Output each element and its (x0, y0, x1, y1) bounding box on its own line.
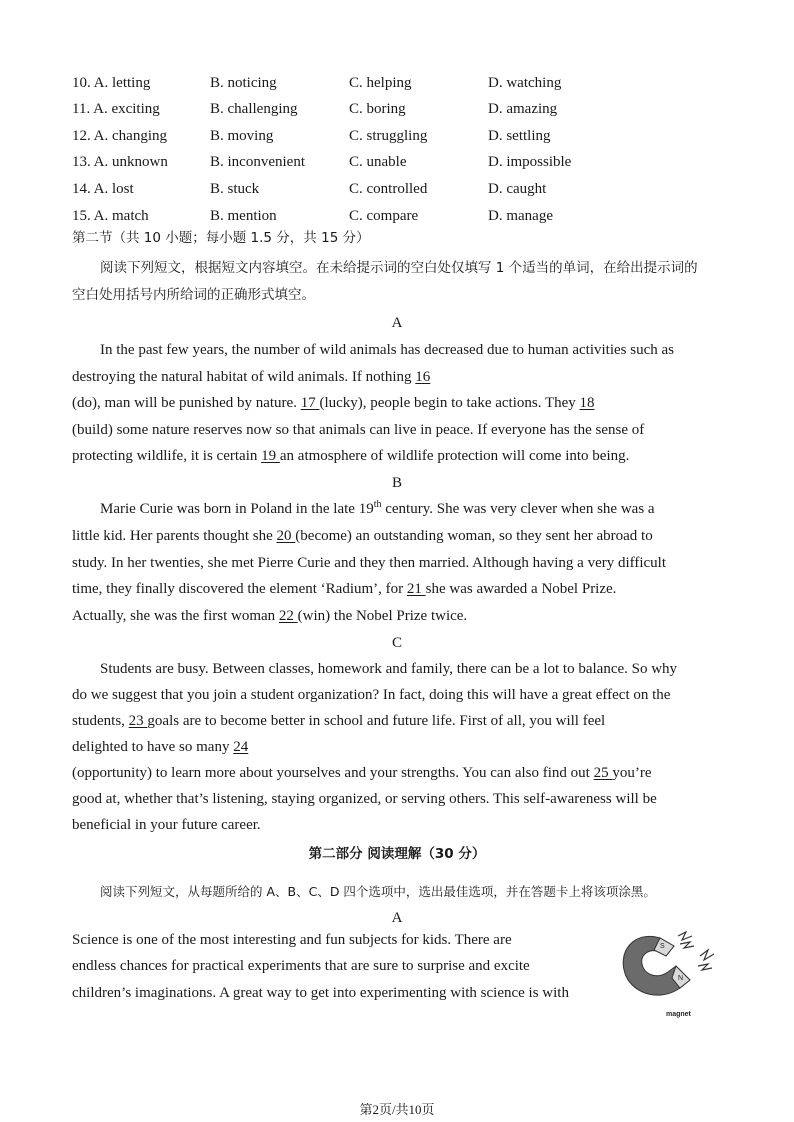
blank-24: 24 (233, 739, 249, 755)
passage-label-a: A (391, 315, 403, 331)
page-number: 第2页/共10页 (359, 1102, 435, 1117)
option-c: C. boring (349, 101, 406, 117)
option-b: B. stuck (210, 181, 260, 197)
option-row-11 (72, 98, 712, 120)
section-heading: 第二节（共 10 小题；每小题 1.5 分，共 15 分） (72, 230, 370, 246)
blank-22: 22 (278, 608, 298, 624)
text: an atmosphere of wildlife protection will come into being. (279, 448, 630, 464)
option-d: D. manage (488, 208, 553, 224)
text: Actually, she was the first woman (72, 608, 279, 624)
option-a: 10. A. letting (72, 75, 151, 91)
section-instructions-line1: 阅读下列短文，根据短文内容填空。在未给提示词的空白处仅填写 1 个适当的单词，在给出提示词的 (100, 260, 698, 276)
option-row-13 (72, 151, 712, 173)
passage-b-line (72, 578, 616, 600)
magnet-icon (616, 928, 726, 1020)
text: (become) an outstanding woman, so they sent her abroad to (295, 528, 653, 544)
section-instructions-line2: 空白处用括号内所给词的正确形式填空。 (72, 287, 315, 303)
figure-caption: magnet (666, 1011, 691, 1018)
option-d: D. settling (488, 128, 551, 144)
option-a: 12. A. changing (72, 128, 167, 144)
passage-c-line (72, 762, 652, 784)
blank-23: 23 (128, 713, 148, 729)
passage-c-line (72, 736, 248, 758)
passage-c-line (72, 710, 605, 732)
pole-s-label: S (660, 943, 665, 950)
option-row-14 (72, 178, 712, 200)
passage-label-c: C (391, 635, 402, 651)
option-c: C. unable (349, 154, 407, 170)
passage-b-line (100, 498, 655, 520)
reading-a-line: endless chances for practical experiments that are sure to surprise and excite (72, 958, 530, 974)
reading-a-line: Science is one of the most interesting and fun subjects for kids. There are (72, 932, 512, 948)
option-b: B. moving (210, 128, 274, 144)
passage-b-line (72, 525, 653, 547)
superscript: th (373, 499, 382, 510)
option-d: D. watching (488, 75, 562, 91)
text: Marie Curie was born in Poland in the late 19 (100, 501, 374, 517)
passage-b-line: study. In her twenties, she met Pierre Curie and they then married. Although having a very difficult (72, 555, 667, 571)
passage-c-line: do we suggest that you join a student organization? In fact, doing this will have a great effect on the (72, 687, 671, 703)
reading-label-a: A (391, 910, 403, 926)
passage-c-line: Students are busy. Between classes, homework and family, there can be a lot to balance. So why (100, 661, 678, 677)
blank-16: 16 (415, 369, 431, 385)
text: (lucky), people begin to take actions. They (319, 395, 580, 411)
part-instructions: 阅读下列短文，从每题所给的 A、B、C、D 四个选项中，选出最佳选项，并在答题卡上将该项涂黑。 (100, 884, 656, 899)
text: century. She was very clever when she was a (381, 501, 655, 517)
text: you’re (612, 765, 652, 781)
passage-a-line: (build) some nature reserves now so that animals can live in peace. If everyone has the sense of (72, 422, 645, 438)
text: (win) the Nobel Prize twice. (297, 608, 468, 624)
text: she was awarded a Nobel Prize. (425, 581, 617, 597)
text: time, they finally discovered the element ‘Radium’, for (72, 581, 407, 597)
blank-17: 17 (300, 395, 320, 411)
text: students, (72, 713, 129, 729)
blank-18: 18 (579, 395, 595, 411)
passage-a-line (72, 392, 595, 414)
blank-20: 20 (276, 528, 296, 544)
text: delighted to have so many (72, 739, 234, 755)
option-a: 11. A. exciting (72, 101, 160, 117)
option-b: B. challenging (210, 101, 298, 117)
passage-c-line: beneficial in your future career. (72, 817, 261, 833)
text: destroying the natural habitat of wild animals. If nothing (72, 369, 416, 385)
blank-19: 19 (261, 448, 280, 464)
text: goals are to become better in school and future life. First of all, you will feel (147, 713, 606, 729)
reading-a-line: children’s imaginations. A great way to get into experimenting with science is with (72, 985, 569, 1001)
pole-n-label: N (678, 975, 684, 982)
text: (opportunity) to learn more about yourselves and your strengths. You can also find out (72, 765, 594, 781)
option-a: 15. A. match (72, 208, 149, 224)
option-d: D. impossible (488, 154, 572, 170)
option-b: B. noticing (210, 75, 277, 91)
option-c: C. compare (349, 208, 419, 224)
text: (do), man will be punished by nature. (72, 395, 301, 411)
option-c: C. struggling (349, 128, 428, 144)
option-row-12 (72, 125, 712, 147)
passage-a-line (72, 445, 629, 467)
option-row-15 (72, 205, 712, 227)
magnet-figure (616, 928, 726, 1020)
option-c: C. controlled (349, 181, 428, 197)
option-a: 13. A. unknown (72, 154, 168, 170)
passage-a-line (72, 366, 430, 388)
text: protecting wildlife, it is certain (72, 448, 262, 464)
text: little kid. Her parents thought she (72, 528, 277, 544)
passage-c-line: good at, whether that’s listening, staying organized, or serving others. This self-awareness will be (72, 791, 657, 807)
passage-label-b: B (391, 475, 402, 491)
blank-25: 25 (593, 765, 613, 781)
passage-b-line (72, 605, 467, 627)
option-d: D. caught (488, 181, 547, 197)
blank-21: 21 (406, 581, 426, 597)
option-b: B. inconvenient (210, 154, 305, 170)
option-a: 14. A. lost (72, 181, 134, 197)
passage-a-line: In the past few years, the number of wild animals has decreased due to human activities such as (100, 342, 674, 358)
part-heading: 第二部分 阅读理解（30 分） (308, 846, 486, 862)
option-c: C. helping (349, 75, 412, 91)
option-b: B. mention (210, 208, 277, 224)
option-d: D. amazing (488, 101, 558, 117)
option-row-10 (72, 72, 712, 94)
